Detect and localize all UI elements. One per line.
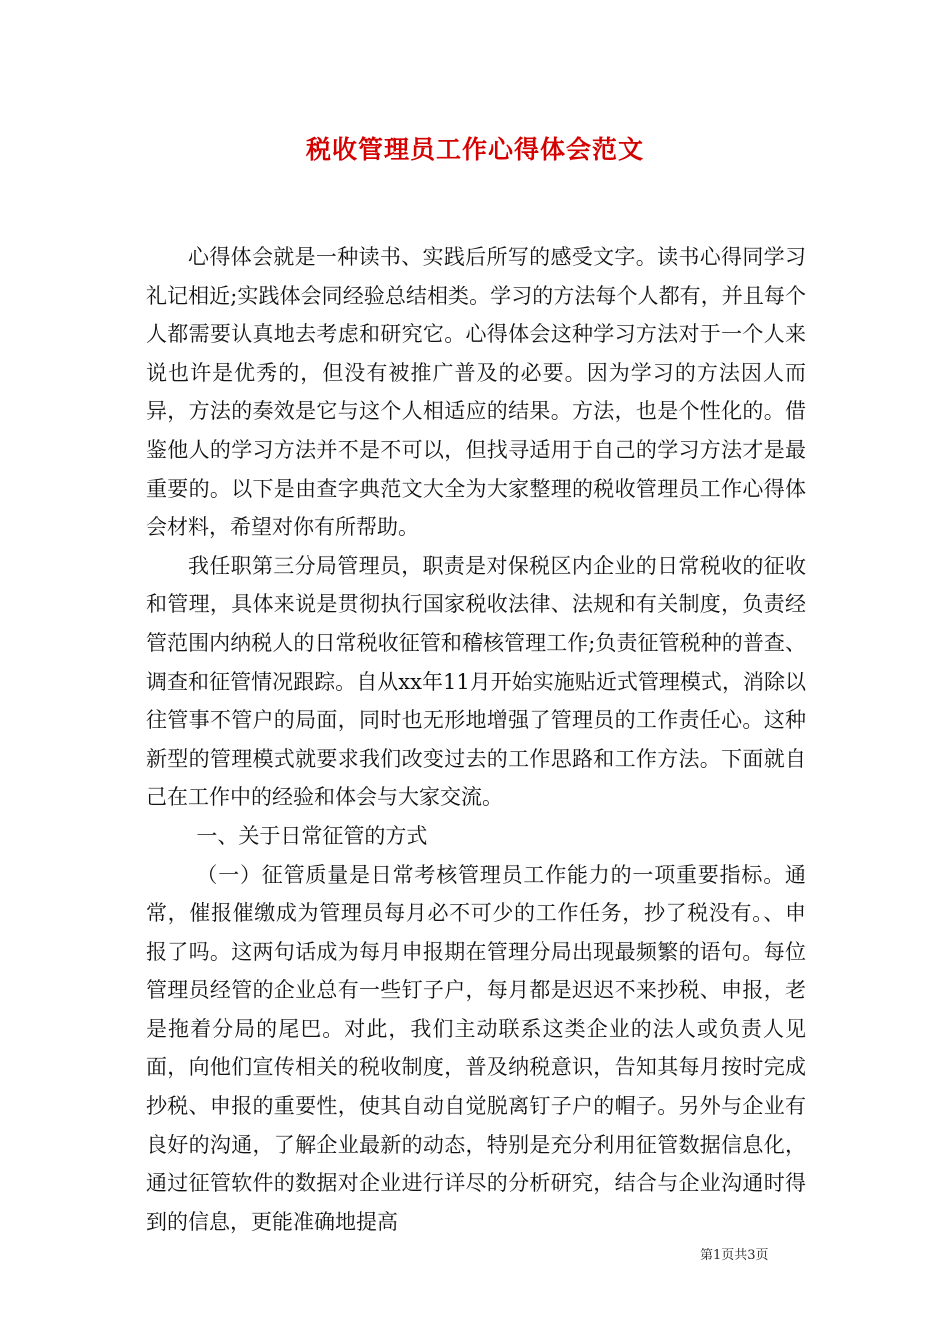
paragraph-subsection-1: （一）征管质量是日常考核管理员工作能力的一项重要指标。通常，催报催缴成为管理员每月必不可少的工作任务，抄了税没有。、申报了吗。这两句话成为每月申报期在管理分局出现最频繁的语句。每位管理员经管的企业总有一些钉子户，每月都是迟迟不来抄税、申报，老是拖着分局的尾巴。对此，我们主动联系这类企业的法人或负责人见面，向他们宣传相关的税收制度，普及纳税意识，告知其每月按时完成抄税、申报的重要性，使其自动自觉脱离钉子户的帽子。另外与企业有良好的沟通，了解企业最新的动态，特别是充分利用征管数据信息化，通过征管软件的数据对企业进行详尽的分析研究，结合与企业沟通时得到的信息，更能准确地提高 [146,862,806,1234]
page-number: 第1页共3页 [700,1248,769,1263]
document-body [146,238,806,1241]
paragraph-duties: 我任职第三分局管理员，职责是对保税区内企业的日常税收的征收和管理，具体来说是贯彻执行国家税收法律、法规和有关制度，负责经管范围内纳税人的日常税收征管和稽核管理工作;负责征管税种的普查、调查和征管情况跟踪。自从xx年11月开始实施贴近式管理模式，消除以往管事不管户的局面，同时也无形地增强了管理员的工作责任心。这种新型的管理模式就要求我们改变过去的工作思路和工作方法。下面就自己在工作中的经验和体会与大家交流。 [146,553,806,810]
section-heading: 一、关于日常征管的方式 [196,823,428,848]
paragraph-intro: 心得体会就是一种读书、实践后所写的感受文字。读书心得同学习礼记相近;实践体会同经验总结相类。学习的方法每个人都有，并且每个人都需要认真地去考虑和研究它。心得体会这种学习方法对于一个人来说也许是优秀的，但没有被推广普及的必要。因为学习的方法因人而异，方法的奏效是它与这个人相适应的结果。方法，也是个性化的。借鉴他人的学习方法并不是不可以，但找寻适用于自己的学习方法才是最重要的。以下是由查字典范文大全为大家整理的税收管理员工作心得体会材料，希望对你有所帮助。 [146,245,806,540]
document-title: 税收管理员工作心得体会范文 [305,135,644,164]
